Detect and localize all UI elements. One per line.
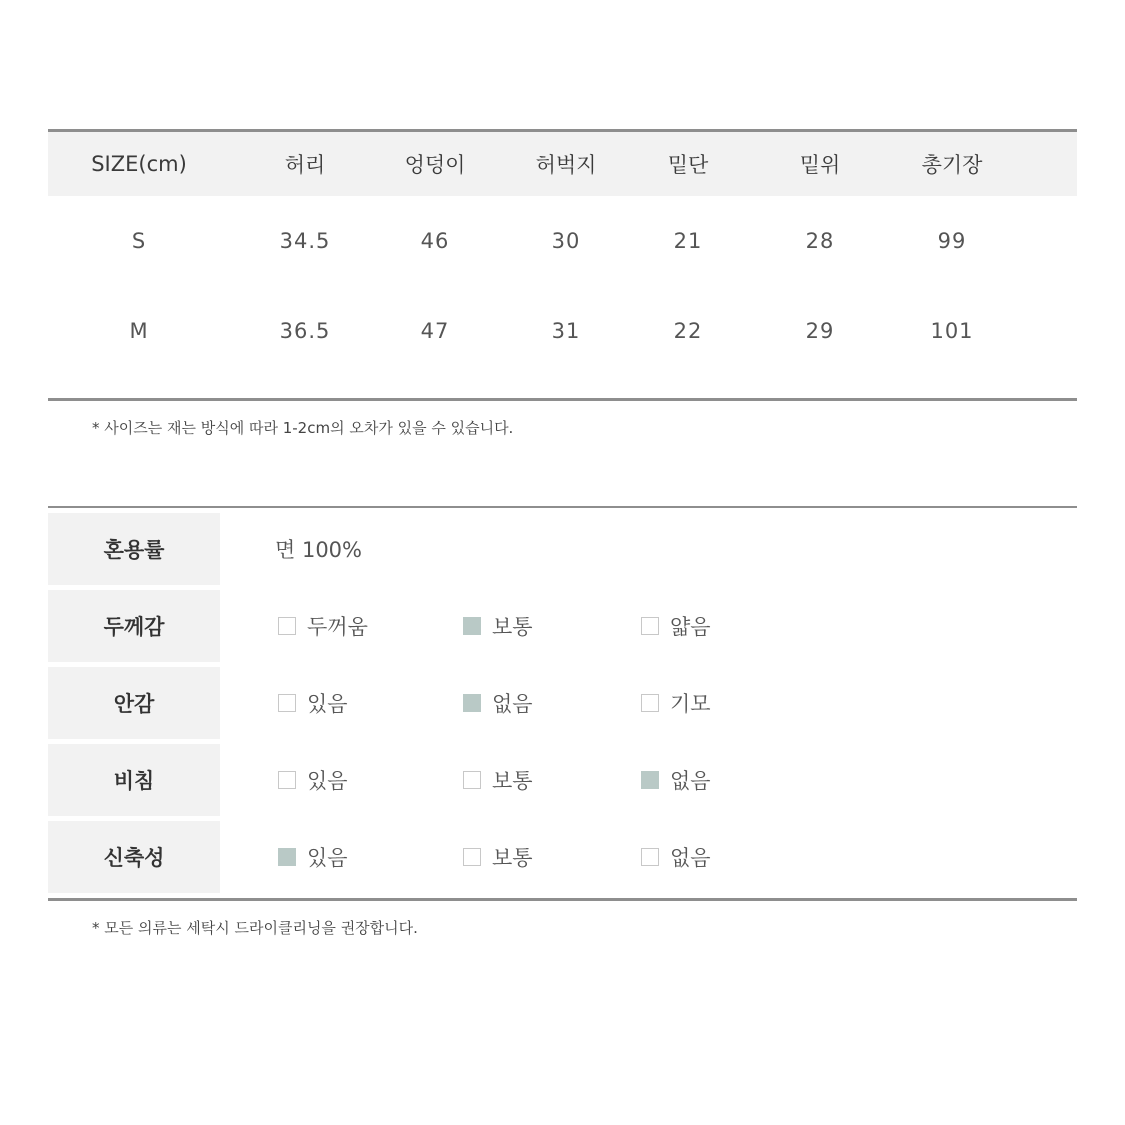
option xyxy=(278,590,368,662)
measure-cell: 46 xyxy=(420,229,450,253)
thickness-row xyxy=(48,590,1077,662)
header-cell: 엉덩이 xyxy=(404,153,466,177)
checkbox-checked-icon xyxy=(278,848,296,866)
measure-cell: 22 xyxy=(673,319,703,343)
checkbox-icon xyxy=(641,694,659,712)
option xyxy=(278,667,348,739)
header-cell: 밑위 xyxy=(799,153,841,177)
header-cell: SIZE(cm) xyxy=(91,152,187,176)
composition-label: 혼용률 xyxy=(48,513,220,585)
composition-row xyxy=(48,513,1077,585)
header-cell: 허벅지 xyxy=(535,153,597,177)
option-label: 있음 xyxy=(307,769,348,793)
measure-cell: 34.5 xyxy=(279,229,331,253)
checkbox-checked-icon xyxy=(463,617,481,635)
size-cell: M xyxy=(129,319,149,343)
option-label: 없음 xyxy=(492,692,533,716)
option xyxy=(278,821,348,893)
option xyxy=(463,590,533,662)
checkbox-icon xyxy=(641,848,659,866)
divider xyxy=(48,398,1077,401)
header-cell: 총기장 xyxy=(921,153,983,177)
option xyxy=(463,667,533,739)
header-cell: 허리 xyxy=(284,153,326,177)
option-label: 있음 xyxy=(307,846,348,870)
measure-cell: 99 xyxy=(937,229,967,253)
measure-cell: 31 xyxy=(551,319,581,343)
option xyxy=(641,667,711,739)
stretch-row xyxy=(48,821,1077,893)
checkbox-icon xyxy=(278,694,296,712)
checkbox-icon xyxy=(278,617,296,635)
measure-cell: 30 xyxy=(551,229,581,253)
option xyxy=(641,821,711,893)
option-label: 보통 xyxy=(492,615,533,639)
measure-cell: 47 xyxy=(420,319,450,343)
composition-value: 면 100% xyxy=(275,538,362,562)
measure-cell: 28 xyxy=(805,229,835,253)
option-label: 있음 xyxy=(307,692,348,716)
fabric-table xyxy=(48,506,1077,870)
sheerness-row xyxy=(48,744,1077,816)
option-label: 얇음 xyxy=(670,615,711,639)
checkbox-icon xyxy=(278,771,296,789)
checkbox-icon xyxy=(463,848,481,866)
option xyxy=(641,744,711,816)
option xyxy=(463,821,533,893)
checkbox-icon xyxy=(641,617,659,635)
care-note: * 모든 의류는 세탁시 드라이클리닝을 권장합니다. xyxy=(92,919,418,937)
size-note: * 사이즈는 재는 방식에 따라 1-2cm의 오차가 있을 수 있습니다. xyxy=(92,419,514,437)
option-label: 기모 xyxy=(670,692,711,716)
measure-cell: 21 xyxy=(673,229,703,253)
option xyxy=(641,590,711,662)
lining-row xyxy=(48,667,1077,739)
table-row xyxy=(48,286,1077,376)
option-label: 보통 xyxy=(492,846,533,870)
option-label: 없음 xyxy=(670,846,711,870)
checkbox-checked-icon xyxy=(641,771,659,789)
option xyxy=(278,744,348,816)
attribute-label: 비침 xyxy=(48,744,220,816)
attribute-label: 신축성 xyxy=(48,821,220,893)
checkbox-icon xyxy=(463,771,481,789)
size-table xyxy=(48,129,1077,376)
option xyxy=(463,744,533,816)
attribute-label: 두께감 xyxy=(48,590,220,662)
option-label: 없음 xyxy=(670,769,711,793)
checkbox-checked-icon xyxy=(463,694,481,712)
table-row xyxy=(48,196,1077,286)
measure-cell: 29 xyxy=(805,319,835,343)
attribute-label: 안감 xyxy=(48,667,220,739)
option-label: 보통 xyxy=(492,769,533,793)
divider xyxy=(48,898,1077,901)
measure-cell: 101 xyxy=(930,319,974,343)
size-cell: S xyxy=(131,229,147,253)
measure-cell: 36.5 xyxy=(279,319,331,343)
header-cell: 밑단 xyxy=(667,153,709,177)
size-table-header xyxy=(48,132,1077,196)
option-label: 두꺼움 xyxy=(307,615,368,639)
